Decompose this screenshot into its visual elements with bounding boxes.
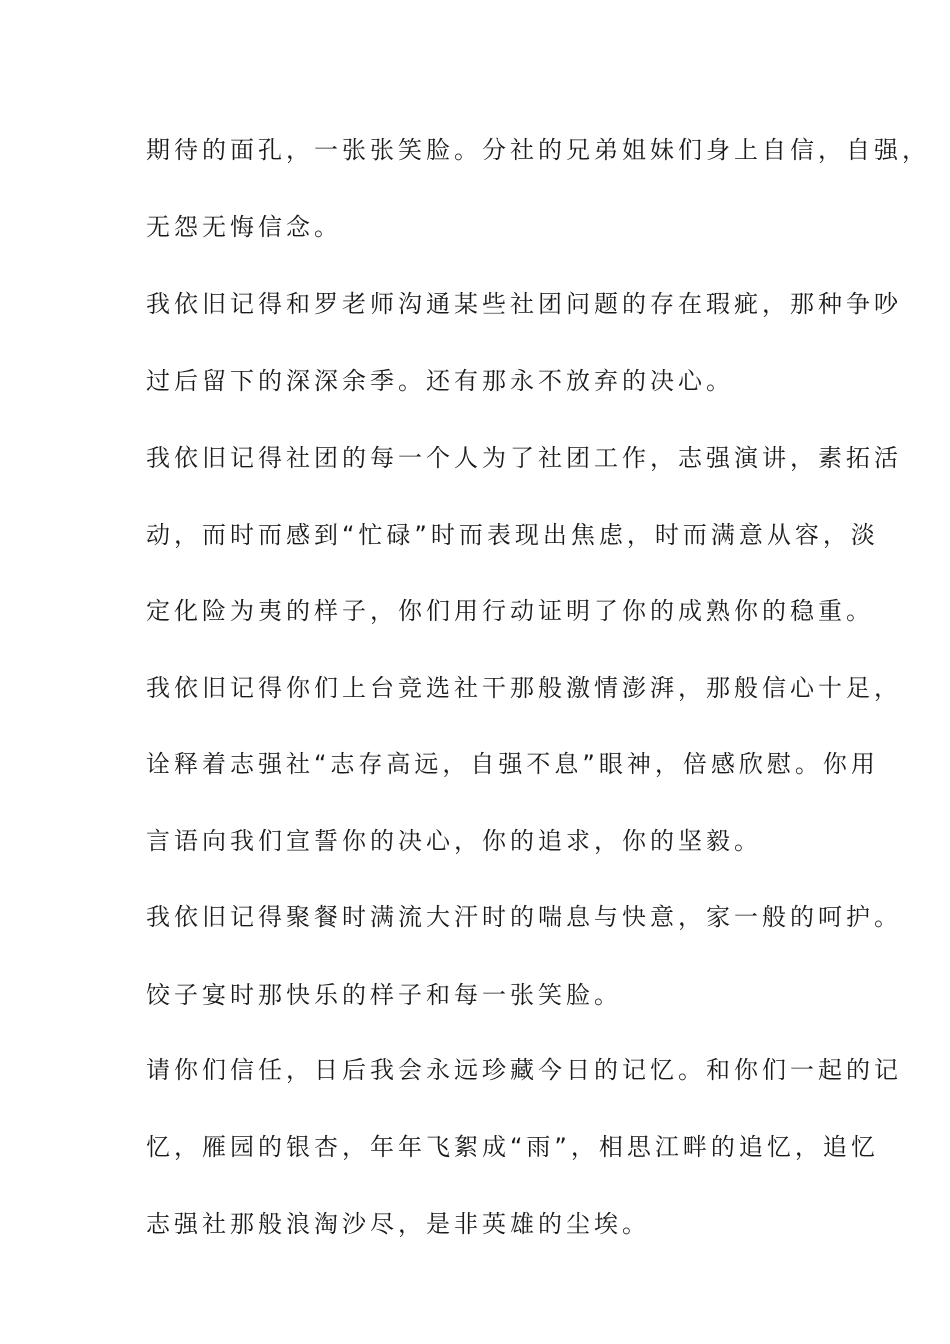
- text-line: 定化险为夷的样子，你们用行动证明了你的成熟你的稳重。: [146, 597, 874, 625]
- text-line: 请你们信任，日后我会永远珍藏今日的记忆。和你们一起的记: [146, 1056, 902, 1084]
- text-line: 我依旧记得你们上台竞选社干那般激情澎湃，那般信心十足，: [146, 674, 902, 702]
- text-line: 动，而时而感到“忙碌”时而表现出焦虑，时而满意从容，淡: [146, 521, 879, 549]
- text-line: 忆，雁园的银杏，年年飞絮成“雨”，相思江畔的追忆，追忆: [146, 1133, 879, 1161]
- text-line: 期待的面孔，一张张笑脸。分社的兄弟姐妹们身上自信，自强，: [146, 136, 930, 164]
- text-line: 饺子宴时那快乐的样子和每一张笑脸。: [146, 981, 622, 1009]
- text-line: 诠释着志强社“志存高远，自强不息”眼神，倍感欣慰。你用: [146, 750, 879, 778]
- text-line: 我依旧记得社团的每一个人为了社团工作，志强演讲，素拓活: [146, 444, 902, 472]
- text-line: 过后留下的深深余季。还有那永不放弃的决心。: [146, 367, 734, 395]
- text-line: 无怨无悔信念。: [146, 213, 342, 241]
- text-line: 言语向我们宣誓你的决心，你的追求，你的坚毅。: [146, 827, 762, 855]
- text-line: 我依旧记得和罗老师沟通某些社团问题的存在瑕疵，那种争吵: [146, 290, 902, 318]
- text-line: 志强社那般浪淘沙尽，是非英雄的尘埃。: [146, 1210, 650, 1238]
- text-line: 我依旧记得聚餐时满流大汗时的喘息与快意，家一般的呵护。: [146, 903, 902, 931]
